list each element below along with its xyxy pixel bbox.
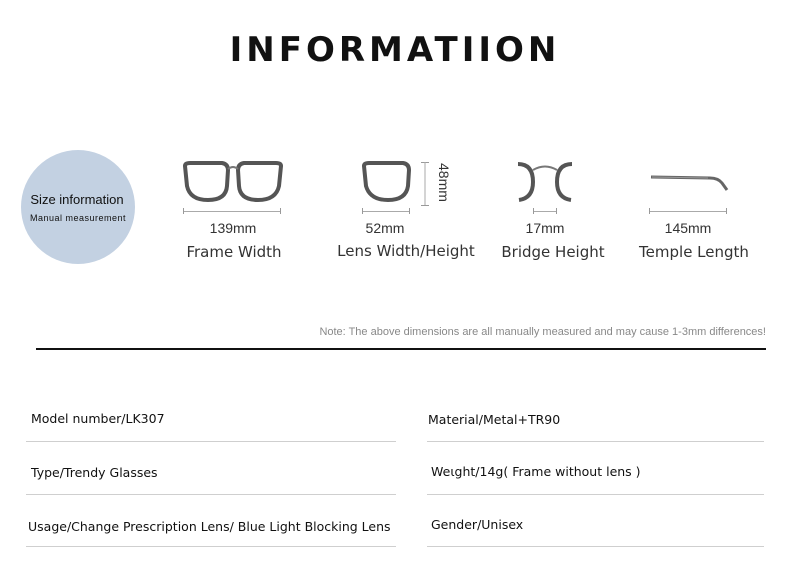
spec-usage: Usage/Change Prescription Lens/ Blue Light Blocking Lens (28, 519, 391, 534)
spec-model: Model number/LK307 (31, 411, 165, 426)
frame-front-icon (182, 160, 284, 206)
bridge-icon (515, 160, 575, 206)
size-info-subtitle: Manual measurement (29, 213, 127, 223)
spec-divider (427, 441, 764, 442)
spec-material: Material/Metal+TR90 (428, 412, 561, 427)
frame-width-dim-line (183, 208, 281, 214)
temple-dim-line (649, 208, 727, 214)
lens-label: Lens Width/Height (337, 242, 475, 260)
section-divider (36, 348, 766, 350)
frame-width-label: Frame Width (186, 243, 282, 261)
page-title: INFORMATIION (229, 30, 561, 70)
temple-label: Temple Length (639, 243, 749, 261)
bridge-value: 17mm (525, 220, 565, 236)
size-info-badge (21, 150, 135, 264)
frame-width-value: 139mm (209, 220, 257, 236)
size-info-title: Size information (30, 192, 124, 207)
lens-icon (361, 160, 413, 206)
spec-divider (26, 546, 396, 547)
measurement-note: Note: The above dimensions are all manually measured and may cause 1-3mm differences! (319, 326, 766, 338)
lens-width-value: 52mm (365, 220, 405, 236)
spec-divider (26, 494, 396, 495)
spec-weight: Weιght/14g( Frame without lens ) (431, 464, 641, 479)
spec-divider (427, 494, 764, 495)
spec-divider (26, 441, 396, 442)
lens-height-value: 48mm (436, 163, 452, 202)
temple-value: 145mm (664, 220, 712, 236)
temple-icon (650, 170, 730, 194)
bridge-label: Bridge Height (501, 243, 605, 261)
spec-divider (427, 546, 764, 547)
spec-gender: Gender/Unisex (431, 517, 524, 532)
bridge-dim-line (533, 208, 557, 214)
lens-height-dim-line (420, 162, 430, 206)
lens-width-dim-line (362, 208, 410, 214)
spec-type: Type/Trendy Glasses (31, 465, 158, 480)
